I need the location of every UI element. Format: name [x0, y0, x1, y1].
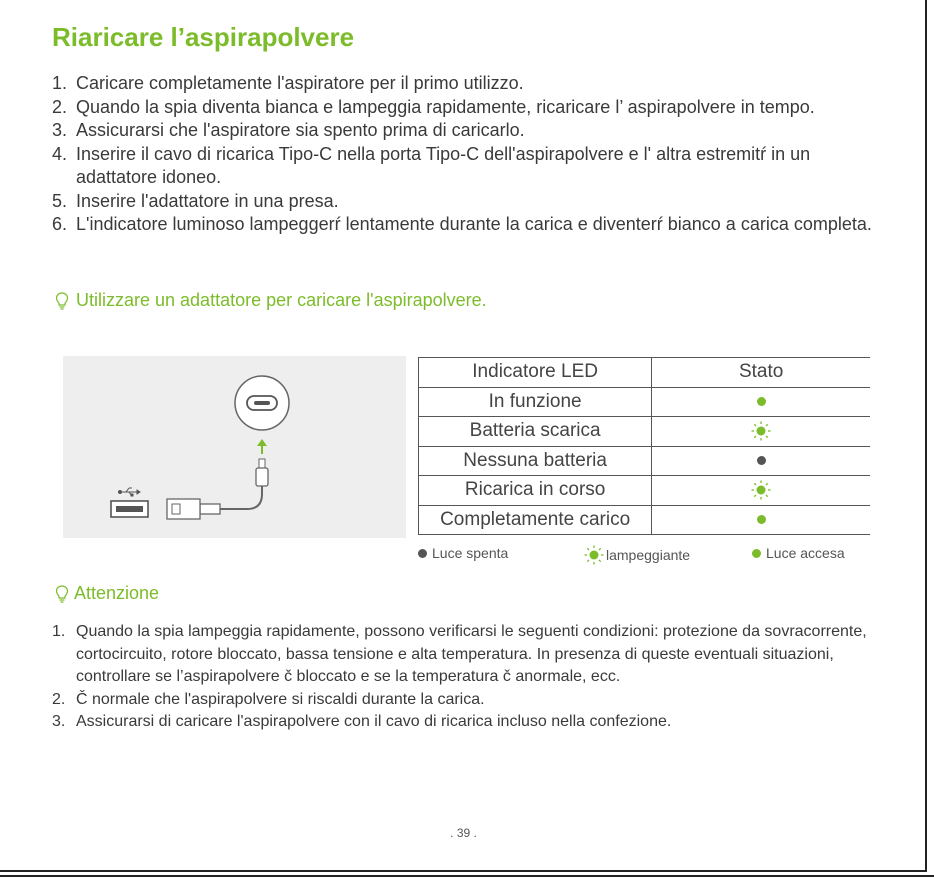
step-number: 2.: [52, 96, 68, 117]
list-item: [52, 711, 892, 734]
led-on-icon: [757, 515, 766, 524]
tip-note: [54, 290, 487, 311]
page-border-bottom: [0, 870, 927, 872]
table-row: [419, 505, 871, 535]
led-legend: [418, 545, 870, 565]
list-item: [52, 190, 882, 214]
page-border-bottom-outer: [0, 875, 934, 877]
list-item: [52, 621, 892, 689]
led-blinking-icon: [751, 480, 771, 500]
charging-diagram: [63, 356, 406, 538]
legend-label: lampeggiante: [606, 547, 691, 563]
led-label: Ricarica in corso: [419, 476, 652, 506]
list-item: [52, 119, 882, 143]
legend-item-off: [418, 545, 508, 561]
step-number: 6.: [52, 214, 68, 234]
step-text: Quando la spia diventa bianca e lampeggia rapidamente, ricaricare l’ aspirapolvere in tempo.: [76, 96, 815, 117]
led-blinking-icon: [751, 421, 771, 441]
step-number: 3.: [52, 120, 68, 140]
step-text: Assicurarsi che l'aspiratore sia spento prima di caricarlo.: [76, 120, 525, 140]
led-label: Completamente carico: [419, 505, 652, 535]
step-text: L'indicatore luminoso lampeggerŕ lentamente durante la carica e diventerŕ bianco a carica completa.: [76, 214, 872, 234]
page-title: Riaricare l’aspirapolvere: [52, 22, 355, 52]
column-header: Indicatore LED: [419, 358, 652, 388]
list-item: [52, 213, 882, 237]
attention-notes-list: [52, 621, 892, 734]
lightbulb-icon: [54, 292, 70, 310]
step-text: Inserire l'adattatore in una presa.: [76, 190, 339, 211]
note-text: Č normale che l'aspirapolvere si riscaldi durante la carica.: [76, 690, 485, 708]
note-number: 1.: [52, 623, 66, 640]
led-state-cell: [652, 387, 870, 417]
table-header-row: [419, 358, 871, 388]
led-state-cell: [652, 446, 870, 476]
table-row: [419, 446, 871, 476]
led-label: In funzione: [419, 387, 652, 417]
attention-title: Attenzione: [74, 583, 160, 603]
charging-illustration: [63, 356, 406, 538]
legend-label: Luce accesa: [766, 545, 845, 561]
led-off-icon: [418, 549, 427, 558]
list-item: [52, 72, 882, 96]
legend-item-blink: [584, 545, 690, 565]
led-blinking-icon: [584, 545, 604, 565]
table-row: [419, 476, 871, 506]
note-text: Assicurarsi di caricare l'aspirapolvere con il cavo di ricarica incluso nella confezione.: [76, 713, 672, 730]
legend-label: Luce spenta: [432, 545, 509, 561]
led-state-cell: [652, 476, 870, 506]
charging-steps-list: [52, 72, 882, 237]
step-text: Caricare completamente l'aspiratore per il primo utilizzo.: [76, 73, 524, 93]
led-off-icon: [757, 456, 766, 465]
table-row: [419, 417, 871, 447]
tip-text: Utilizzare un adattatore per caricare l'aspirapolvere.: [76, 290, 487, 310]
lightbulb-icon: [54, 585, 70, 603]
led-label: Batteria scarica: [419, 417, 652, 447]
step-number: 5.: [52, 190, 68, 211]
page-number: . 39 .: [450, 826, 477, 840]
step-number: 1.: [52, 73, 68, 93]
step-text: Inserire il cavo di ricarica Tipo-C nella porta Tipo-C dell'aspirapolvere e l' altra estremitŕ in un adattatore idoneo.: [76, 143, 811, 187]
led-status-table: [418, 357, 870, 535]
column-header: Stato: [652, 358, 870, 388]
table-row: [419, 387, 871, 417]
note-number: 3.: [52, 713, 66, 730]
led-on-icon: [752, 549, 761, 558]
led-on-icon: [757, 397, 766, 406]
note-number: 2.: [52, 690, 66, 708]
led-label: Nessuna batteria: [419, 446, 652, 476]
page-border-right: [925, 0, 927, 872]
note-text: Quando la spia lampeggia rapidamente, possono verificarsi le seguenti condizioni: protezione da sovracorrente, cortocircuito, rotore bloccato, bassa tensione e alta temperatura. In presenza di queste eventuali situazioni, controllare se l’aspirapolvere č bloccato e se la temperatura č anormale, ecc.: [76, 623, 867, 685]
step-number: 4.: [52, 143, 68, 164]
led-state-cell: [652, 417, 870, 447]
led-state-cell: [652, 505, 870, 535]
usb-symbol-icon: [119, 488, 141, 496]
attention-heading: [54, 583, 159, 604]
list-item: [52, 143, 882, 190]
list-item: [52, 96, 882, 120]
list-item: [52, 689, 892, 712]
legend-item-on: [752, 545, 845, 561]
